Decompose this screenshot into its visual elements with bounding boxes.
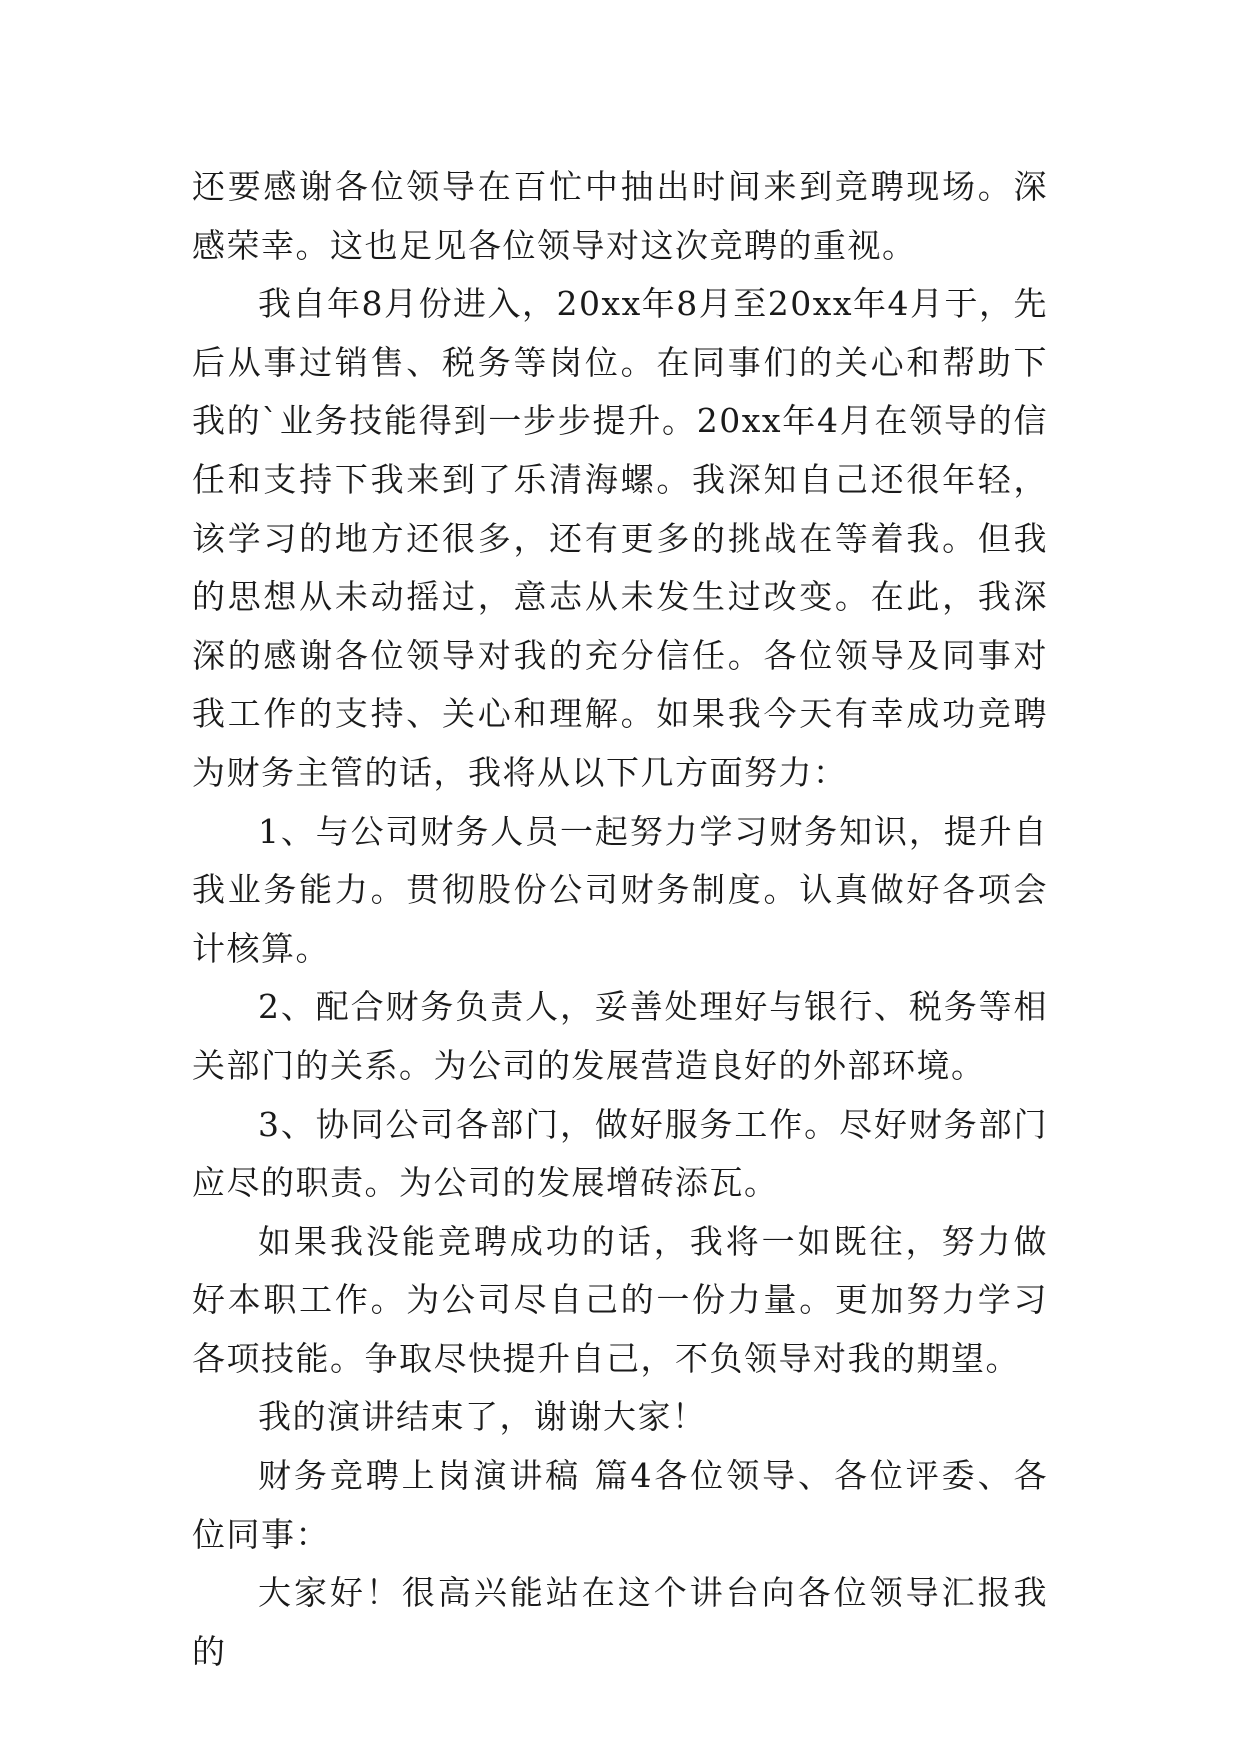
document-body [192,158,1048,1681]
section-heading-paragraph: 财务竞聘上岗演讲稿 篇4各位领导、各位评委、各位同事： [192,1456,1048,1554]
paragraph: 如果我没能竞聘成功的话，我将一如既往，努力做好本职工作。为公司尽自己的一份力量。更加努力学习各项技能。争取尽快提升自己，不负领导对我的期望。 [192,1221,1048,1378]
paragraph: 2、配合财务负责人，妥善处理好与银行、税务等相关部门的关系。为公司的发展营造良好的外部环境。 [192,987,1048,1085]
paragraph: 我的演讲结束了，谢谢大家！ [258,1397,707,1437]
paragraph: 3、协同公司各部门，做好服务工作。尽好财务部门应尽的职责。为公司的发展增砖添瓦。 [192,1104,1048,1203]
paragraph: 我自年8月份进入，20xx年8月至20xx年4月于，先后从事过销售、税务等岗位。在同事们的关心和帮助下我的`业务技能得到一步步提升。20xx年4月在领导的信任和支持下我来到了乐清海螺。我深知自己还很年轻，该学习的地方还很多，还有更多的挑战在等着我。但我的思想从未动摇过，意志从未发生过改变。在此，我深深的感谢各位领导对我的充分信任。各位领导及同事对我工作的支持、关心和理解。如果我今天有幸成功竞聘为财务主管的话，我将从以下几方面努力： [192,284,1048,792]
paragraph: 大家好！很高兴能站在这个讲台向各位领导汇报我的 [192,1573,1048,1671]
paragraph: 还要感谢各位领导在百忙中抽出时间来到竞聘现场。深感荣幸。这也足见各位领导对这次竞聘的重视。 [192,167,1048,265]
paragraph: 1、与公司财务人员一起努力学习财务知识，提升自我业务能力。贯彻股份公司财务制度。认真做好各项会计核算。 [192,811,1048,968]
